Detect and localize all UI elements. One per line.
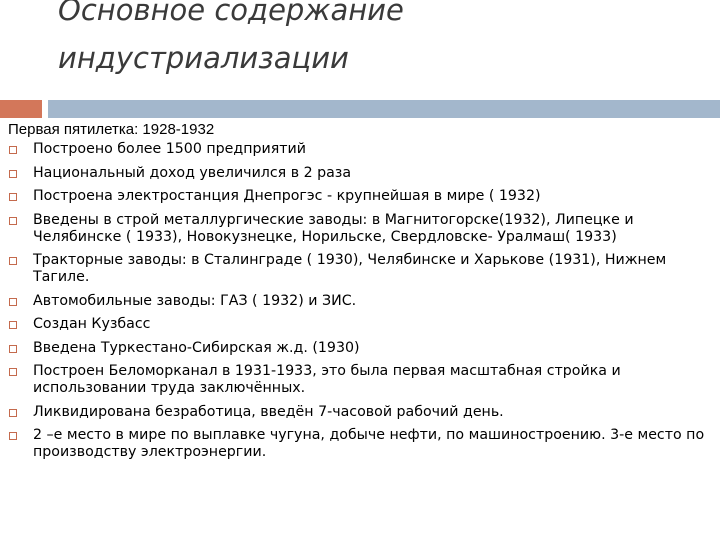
list-item — [8, 363, 714, 397]
list-item-text: Ликвидирована безработица, введён 7-часовой рабочий день. — [33, 403, 504, 420]
list-item — [8, 165, 714, 182]
list-item — [8, 316, 714, 333]
section-heading: Первая пятилетка: 1928-1932 — [8, 121, 215, 138]
square-bullet-icon — [9, 409, 17, 417]
list-item — [8, 340, 714, 357]
list-item — [8, 404, 714, 421]
list-item-text: 2 –е место в мире по выплавке чугуна, добыче нефти, по машиностроению. 3-е место по производству электроэнергии. — [33, 427, 705, 460]
square-bullet-icon — [9, 146, 17, 154]
list-item-text: Построен Беломорканал в 1931-1933, это была первая масштабная стройка и использовании труда заключённых. — [33, 363, 621, 396]
square-bullet-icon — [9, 217, 17, 225]
list-item — [8, 212, 714, 246]
accent-bar — [0, 100, 42, 118]
list-item-text: Национальный доход увеличился в 2 раза — [33, 164, 352, 181]
bullet-list — [8, 141, 714, 461]
square-bullet-icon — [9, 321, 17, 329]
list-item-text: Автомобильные заводы: ГАЗ ( 1932) и ЗИС. — [33, 292, 357, 309]
slide-title-line-2: индустриализации — [58, 41, 349, 75]
square-bullet-icon — [9, 432, 17, 440]
list-item-text: Построена электростанция Днепрогэс - крупнейшая в мире ( 1932) — [33, 188, 541, 204]
list-item-text: Введены в строй металлургические заводы: в Магнитогорске(1932), Липецке и Челябинске ( 1933), Новокузнецке, Норильске, Свердловске- Уралмаш( 1933) — [33, 211, 634, 245]
list-item — [8, 293, 714, 310]
square-bullet-icon — [9, 368, 17, 376]
slide-content — [8, 120, 714, 468]
list-item-text: Построено более 1500 предприятий — [33, 141, 306, 157]
square-bullet-icon — [9, 298, 17, 306]
list-item-text: Тракторные заводы: в Сталинграде ( 1930), Челябинске и Харькове (1931), Нижнем Тагиле. — [33, 252, 667, 285]
square-bullet-icon — [9, 257, 17, 265]
list-item-text: Введена Туркестано-Сибирская ж.д. (1930) — [33, 339, 360, 356]
list-item — [8, 141, 714, 158]
slide-title-line-1: Основное содержание — [58, 0, 404, 27]
list-item-text: Создан Кузбасс — [33, 316, 151, 332]
list-item — [8, 252, 714, 286]
square-bullet-icon — [9, 345, 17, 353]
list-item — [8, 188, 714, 205]
slide-title — [58, 0, 698, 82]
list-item — [8, 427, 714, 461]
square-bullet-icon — [9, 170, 17, 178]
square-bullet-icon — [9, 193, 17, 201]
title-rule-bar — [48, 100, 720, 118]
